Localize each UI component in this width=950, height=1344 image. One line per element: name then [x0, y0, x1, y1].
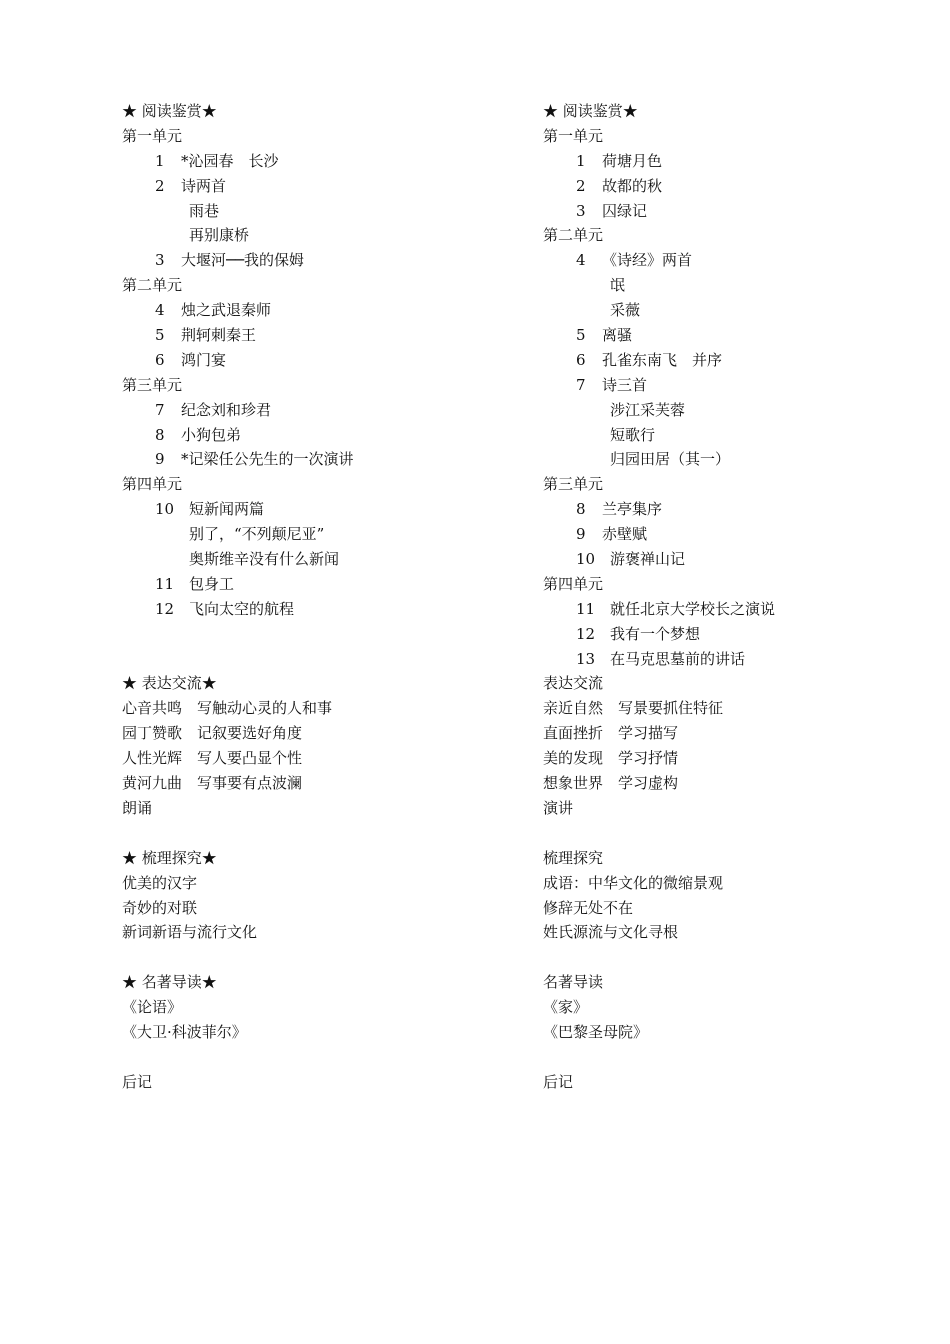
lesson-title: *沁园春 长沙 — [181, 151, 279, 170]
expression-item: 园丁赞歌 记叙要选好角度 — [122, 724, 303, 743]
spacer — [543, 945, 923, 970]
exploration-item: 奇妙的对联 — [122, 898, 198, 917]
unit-title: 第三单元 — [543, 475, 604, 494]
lesson-number: 9 — [576, 525, 586, 544]
classics-item: 《大卫·科波菲尔》 — [122, 1022, 247, 1041]
lesson-title: 纪念刘和珍君 — [181, 400, 272, 419]
lesson-title: 我有一个梦想 — [610, 624, 701, 643]
expression-item: 美的发现 学习抒情 — [543, 749, 679, 768]
postscript: 后记 — [543, 1072, 574, 1091]
lesson-number: 5 — [576, 326, 586, 345]
lesson-item — [122, 174, 502, 199]
sub-lesson-title: 雨巷 — [189, 201, 220, 220]
spacer — [543, 821, 923, 846]
exploration-item: 新词新语与流行文化 — [122, 923, 258, 942]
lesson-title: 囚绿记 — [602, 201, 648, 220]
spacer — [122, 1045, 502, 1070]
lesson-number: 10 — [576, 550, 596, 569]
spacer — [122, 821, 502, 846]
lesson-item — [543, 622, 923, 647]
lesson-item — [122, 447, 502, 472]
lesson-title: 大堰河──我的保姆 — [181, 251, 305, 270]
sub-lesson-title: 氓 — [610, 276, 626, 295]
expression-item: 直面挫折 学习描写 — [543, 724, 679, 743]
sub-lesson-title: 涉江采芙蓉 — [610, 400, 686, 419]
lesson-item — [122, 348, 502, 373]
lesson-item — [543, 248, 923, 273]
lesson-number: 3 — [576, 201, 586, 220]
lesson-item — [543, 199, 923, 224]
lesson-item — [543, 647, 923, 672]
lesson-item — [122, 423, 502, 448]
lesson-number: 3 — [155, 251, 165, 270]
expression-item: 亲近自然 写景要抓住特征 — [543, 699, 724, 718]
lesson-item — [122, 398, 502, 423]
sub-lesson-title: 别了，“不列颠尼亚” — [189, 525, 325, 544]
lesson-item — [122, 248, 502, 273]
lesson-title: 荆轲刺秦王 — [181, 326, 257, 345]
exploration-item: 修辞无处不在 — [543, 898, 634, 917]
postscript: 后记 — [122, 1072, 153, 1091]
section-heading-reading: ★ 阅读鉴赏★ — [122, 102, 217, 120]
lesson-item — [543, 348, 923, 373]
classics-item: 《家》 — [543, 998, 589, 1017]
lesson-number: 2 — [155, 176, 165, 195]
lesson-title: 诗三首 — [602, 375, 648, 394]
spacer — [122, 622, 502, 647]
exploration-item: 成语：中华文化的微缩景观 — [543, 873, 724, 892]
sub-lesson-title: 再别康桥 — [189, 226, 250, 245]
lesson-title: 孔雀东南飞 并序 — [602, 350, 723, 369]
classics-item: 《论语》 — [122, 998, 183, 1017]
lesson-number: 10 — [155, 500, 175, 519]
lesson-number: 8 — [155, 425, 165, 444]
toc-column-left — [122, 99, 502, 1095]
lesson-title: 包身工 — [189, 574, 235, 593]
lesson-title: *记梁任公先生的一次演讲 — [181, 450, 354, 469]
lesson-number: 2 — [576, 176, 586, 195]
lesson-number: 7 — [576, 375, 586, 394]
lesson-title: 离骚 — [602, 326, 633, 345]
lesson-item — [122, 572, 502, 597]
section-heading-reading: ★ 阅读鉴赏★ — [543, 102, 638, 120]
lesson-title: 小狗包弟 — [181, 425, 242, 444]
lesson-title: 飞向太空的航程 — [189, 599, 295, 618]
toc-column-right — [543, 99, 923, 1095]
lesson-number: 11 — [155, 574, 175, 593]
lesson-title: 短新闻两篇 — [189, 500, 265, 519]
unit-title: 第一单元 — [543, 126, 604, 145]
unit-title: 第四单元 — [122, 475, 183, 494]
unit-title: 第一单元 — [122, 126, 183, 145]
lesson-title: 在马克思墓前的讲话 — [610, 649, 746, 668]
section-heading-classics: ★ 名著导读★ — [122, 973, 217, 992]
sub-lesson-title: 归园田居（其一） — [610, 450, 731, 469]
section-heading-expression: 表达交流 — [543, 674, 604, 693]
lesson-item — [122, 497, 502, 522]
lesson-item — [122, 298, 502, 323]
exploration-item: 姓氏源流与文化寻根 — [543, 923, 679, 942]
lesson-item — [122, 597, 502, 622]
lesson-item — [122, 149, 502, 174]
expression-item: 演讲 — [543, 798, 574, 817]
lesson-number: 11 — [576, 599, 596, 618]
expression-item: 黄河九曲 写事要有点波澜 — [122, 774, 303, 793]
unit-title: 第四单元 — [543, 574, 604, 593]
spacer — [122, 647, 502, 672]
lesson-title: 诗两首 — [181, 176, 227, 195]
spacer — [543, 1045, 923, 1070]
unit-title: 第二单元 — [122, 276, 183, 295]
sub-lesson-title: 采薇 — [610, 301, 641, 320]
spacer — [122, 945, 502, 970]
expression-item: 朗诵 — [122, 798, 153, 817]
lesson-number: 6 — [155, 350, 165, 369]
section-heading-classics: 名著导读 — [543, 973, 604, 992]
sub-lesson-title: 短歌行 — [610, 425, 656, 444]
lesson-title: 兰亭集序 — [602, 500, 663, 519]
lesson-number: 12 — [155, 599, 175, 618]
lesson-number: 1 — [155, 151, 165, 170]
lesson-number: 8 — [576, 500, 586, 519]
lesson-number: 13 — [576, 649, 596, 668]
lesson-number: 9 — [155, 450, 165, 469]
lesson-item — [543, 174, 923, 199]
lesson-item — [543, 547, 923, 572]
lesson-item — [543, 149, 923, 174]
lesson-number: 12 — [576, 624, 596, 643]
lesson-number: 5 — [155, 326, 165, 345]
classics-item: 《巴黎圣母院》 — [543, 1022, 649, 1041]
lesson-title: 赤壁赋 — [602, 525, 648, 544]
expression-item: 人性光辉 写人要凸显个性 — [122, 749, 303, 768]
expression-item: 心音共鸣 写触动心灵的人和事 — [122, 699, 333, 718]
lesson-title: 鸿门宴 — [181, 350, 227, 369]
unit-title: 第三单元 — [122, 375, 183, 394]
section-heading-expression: ★ 表达交流★ — [122, 674, 217, 693]
expression-item: 想象世界 学习虚构 — [543, 774, 679, 793]
lesson-title: 《诗经》两首 — [602, 251, 693, 270]
lesson-title: 游褒禅山记 — [610, 550, 686, 569]
lesson-item — [543, 373, 923, 398]
lesson-title: 荷塘月色 — [602, 151, 663, 170]
lesson-number: 6 — [576, 350, 586, 369]
lesson-number: 4 — [155, 301, 165, 320]
unit-title: 第二单元 — [543, 226, 604, 245]
lesson-item — [543, 497, 923, 522]
lesson-number: 4 — [576, 251, 586, 270]
lesson-item — [543, 597, 923, 622]
lesson-title: 故都的秋 — [602, 176, 663, 195]
lesson-item — [543, 323, 923, 348]
section-heading-exploration: ★ 梳理探究★ — [122, 848, 217, 867]
lesson-number: 7 — [155, 400, 165, 419]
lesson-item — [122, 323, 502, 348]
section-heading-exploration: 梳理探究 — [543, 848, 604, 867]
lesson-title: 烛之武退秦师 — [181, 301, 272, 320]
lesson-number: 1 — [576, 151, 586, 170]
lesson-title: 就任北京大学校长之演说 — [610, 599, 776, 618]
exploration-item: 优美的汉字 — [122, 873, 198, 892]
lesson-item — [543, 522, 923, 547]
sub-lesson-title: 奥斯维辛没有什么新闻 — [189, 550, 340, 569]
